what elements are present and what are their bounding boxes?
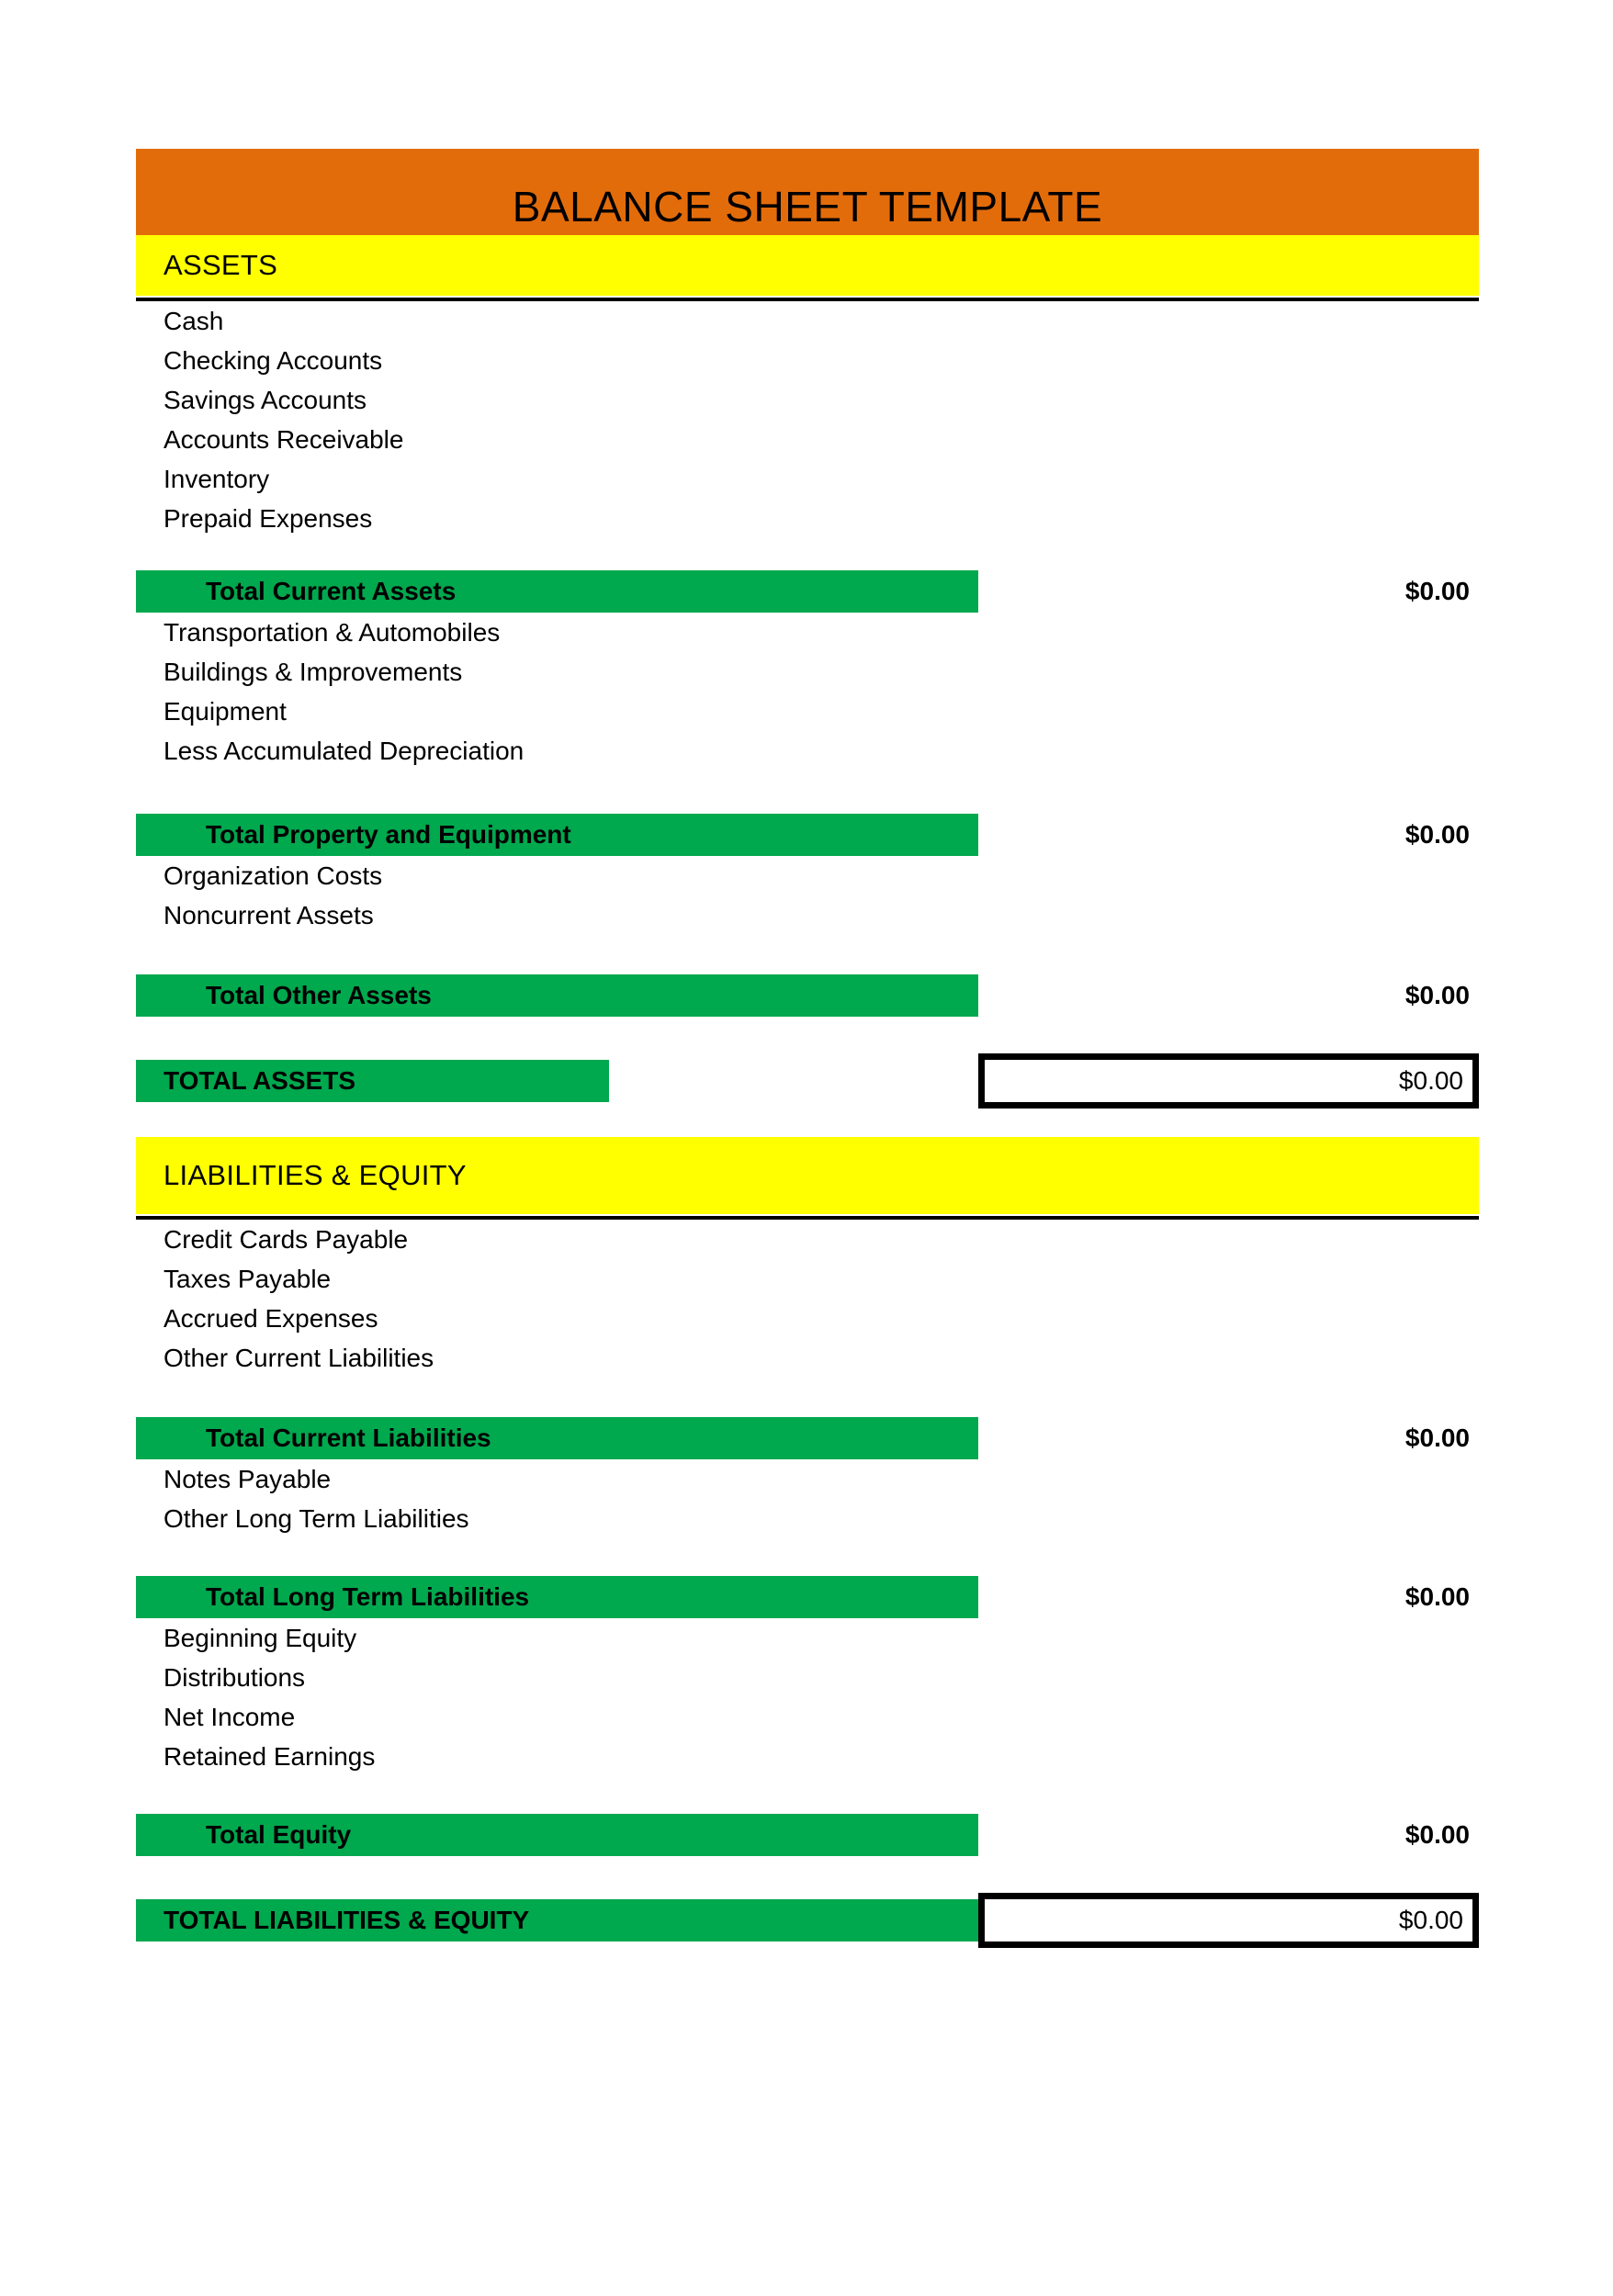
current-assets-list xyxy=(136,301,1479,538)
total-row-current-liabilities xyxy=(136,1417,1479,1459)
equity-list xyxy=(136,1618,1479,1776)
line-item: Other Long Term Liabilities xyxy=(164,1503,469,1533)
section-heading-liabilities-equity-label: LIABILITIES & EQUITY xyxy=(164,1159,467,1191)
total-value: $0.00 xyxy=(1404,577,1470,605)
line-item: Prepaid Expenses xyxy=(164,503,373,533)
other-assets-list xyxy=(136,856,1479,935)
total-row-property-equipment xyxy=(136,814,1479,856)
line-item: Net Income xyxy=(164,1702,296,1731)
total-label: Total Property and Equipment xyxy=(206,820,571,849)
total-bar-long-term-liabilities xyxy=(136,1576,978,1618)
total-value: $0.00 xyxy=(1404,1820,1470,1849)
line-item: Notes Payable xyxy=(164,1464,332,1493)
line-item: Beginning Equity xyxy=(164,1623,357,1652)
line-item: Retained Earnings xyxy=(164,1741,376,1771)
total-value: $0.00 xyxy=(1404,820,1470,849)
total-bar-current-liabilities xyxy=(136,1417,978,1459)
document-content xyxy=(136,0,1479,1948)
total-bar-other-assets xyxy=(136,974,978,1017)
grand-total-label: TOTAL ASSETS xyxy=(164,1066,355,1095)
current-liabilities-list xyxy=(136,1220,1479,1378)
line-item: Noncurrent Assets xyxy=(164,900,374,929)
grand-total-bar-assets xyxy=(136,1060,609,1102)
line-item: Checking Accounts xyxy=(164,345,383,375)
total-bar-current-assets xyxy=(136,570,978,613)
section-heading-assets xyxy=(136,235,1479,296)
total-label: Total Long Term Liabilities xyxy=(206,1582,530,1611)
property-equipment-list xyxy=(136,613,1479,771)
line-item: Cash xyxy=(164,306,224,335)
grand-total-bar-liabilities-equity xyxy=(136,1899,978,1941)
total-label: Total Equity xyxy=(206,1820,352,1849)
total-liabilities-equity-value-box[interactable] xyxy=(978,1893,1479,1948)
document-banner xyxy=(136,149,1479,235)
total-row-long-term-liabilities xyxy=(136,1576,1479,1618)
section-heading-assets-label: ASSETS xyxy=(164,249,278,281)
total-label: Total Current Assets xyxy=(206,577,457,605)
total-value: $0.00 xyxy=(1404,1582,1470,1611)
total-label: Total Current Liabilities xyxy=(206,1424,491,1452)
long-term-liabilities-list xyxy=(136,1459,1479,1538)
line-item: Taxes Payable xyxy=(164,1264,332,1293)
line-item: Organization Costs xyxy=(164,861,383,890)
line-item: Accrued Expenses xyxy=(164,1303,378,1333)
total-row-other-assets xyxy=(136,974,1479,1017)
total-assets-value-box[interactable] xyxy=(978,1053,1479,1109)
line-item: Credit Cards Payable xyxy=(164,1224,409,1254)
line-item: Accounts Receivable xyxy=(164,424,404,454)
total-row-equity xyxy=(136,1814,1479,1856)
line-item: Distributions xyxy=(164,1662,306,1692)
page-title: BALANCE SHEET TEMPLATE xyxy=(512,183,1103,231)
grand-total-label: TOTAL LIABILITIES & EQUITY xyxy=(164,1906,530,1934)
total-label: Total Other Assets xyxy=(206,981,432,1009)
line-item: Other Current Liabilities xyxy=(164,1343,434,1372)
line-item: Equipment xyxy=(164,696,287,726)
line-item: Inventory xyxy=(164,464,270,493)
grand-total-row-assets xyxy=(136,1053,1479,1109)
total-bar-property-equipment xyxy=(136,814,978,856)
line-item: Savings Accounts xyxy=(164,385,367,414)
line-item: Transportation & Automobiles xyxy=(164,617,501,647)
line-item: Less Accumulated Depreciation xyxy=(164,736,525,765)
grand-total-value: $0.00 xyxy=(1398,1066,1463,1095)
grand-total-value: $0.00 xyxy=(1398,1906,1463,1934)
line-item: Buildings & Improvements xyxy=(164,657,463,686)
section-heading-liabilities-equity xyxy=(136,1137,1479,1214)
total-value: $0.00 xyxy=(1404,981,1470,1009)
total-bar-equity xyxy=(136,1814,978,1856)
grand-total-row-liabilities-equity xyxy=(136,1893,1479,1948)
total-value: $0.00 xyxy=(1404,1424,1470,1452)
total-row-current-assets xyxy=(136,570,1479,613)
